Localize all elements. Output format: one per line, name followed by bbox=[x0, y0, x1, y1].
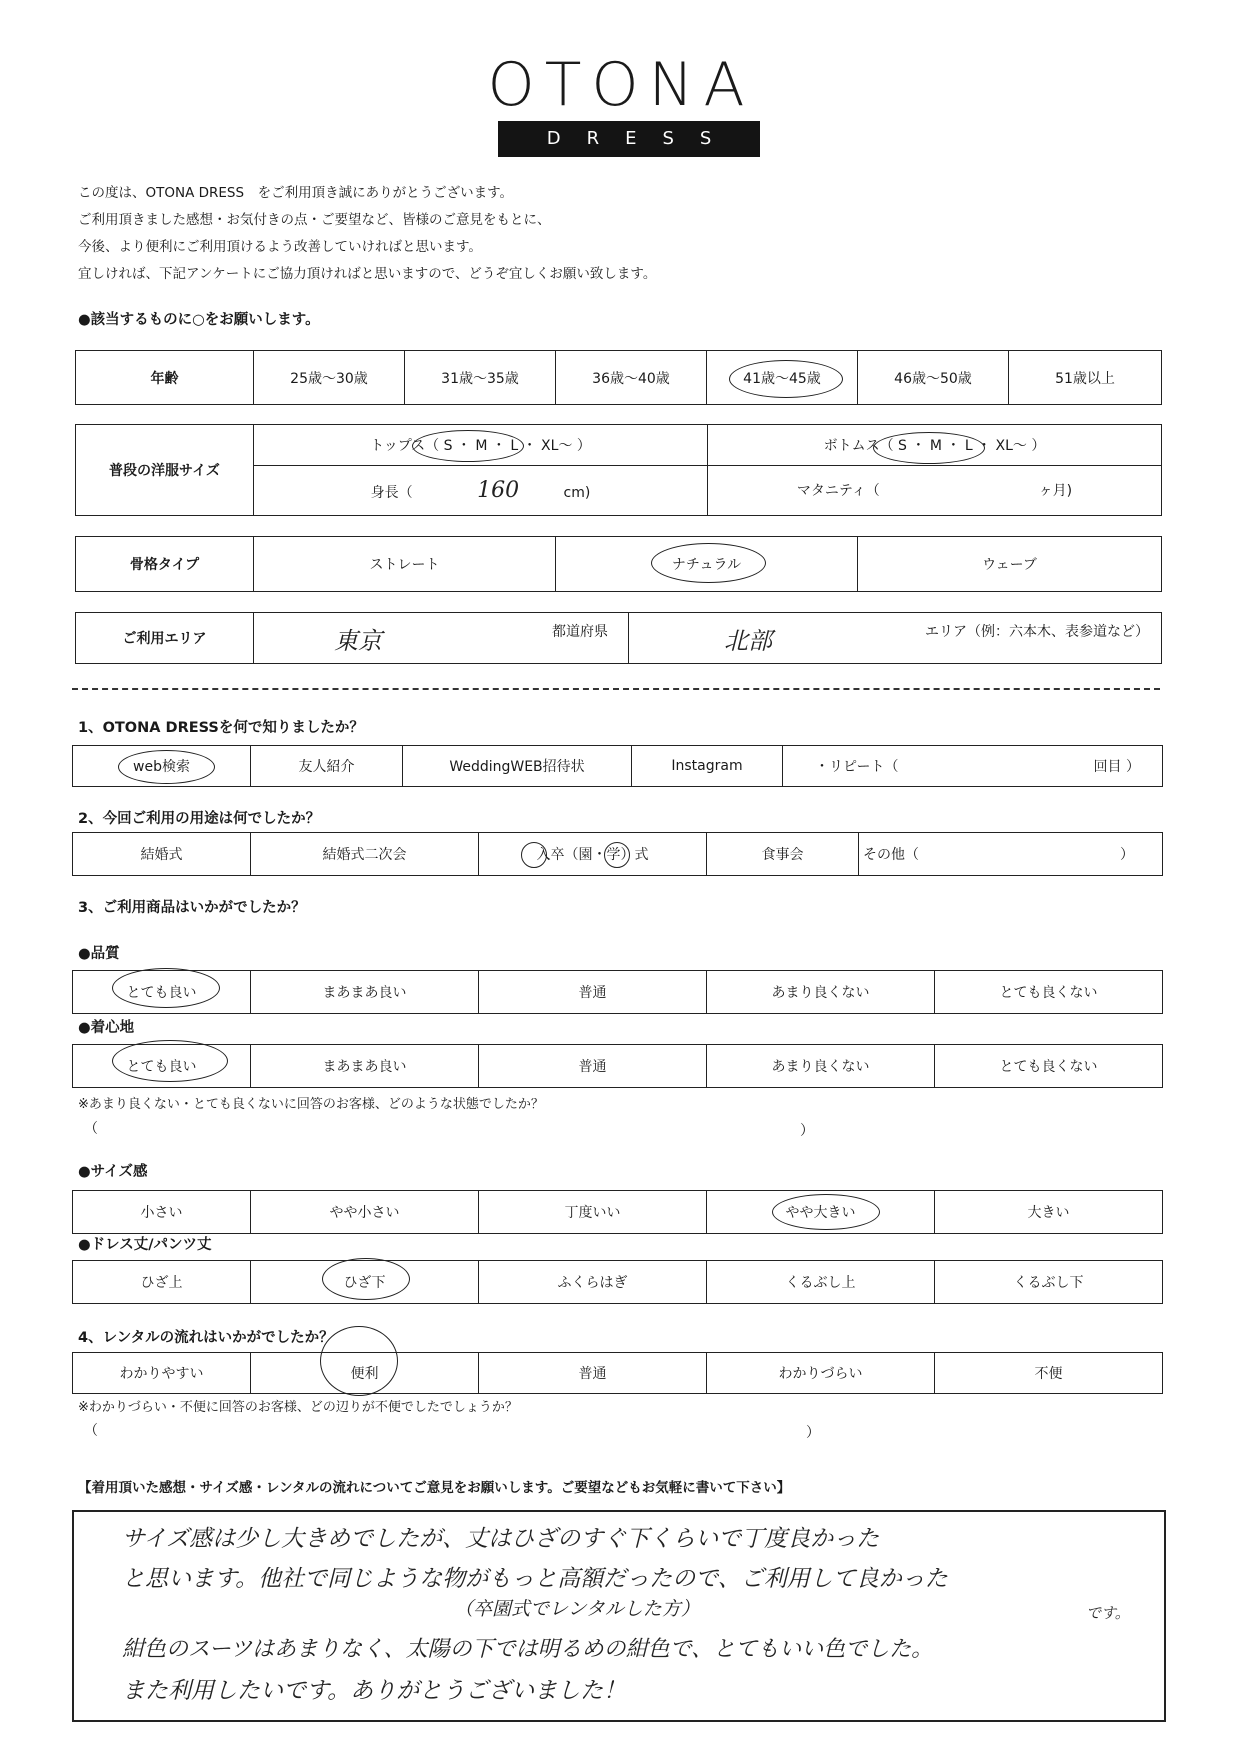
size-feel-option[interactable]: 丁度いい bbox=[479, 1191, 707, 1234]
maternity-cell[interactable] bbox=[708, 465, 1162, 515]
comfort-option-selected[interactable]: とても良い bbox=[73, 1045, 251, 1088]
area-label: エリア（例：六本木、表参道など） bbox=[925, 623, 1149, 640]
q1-option[interactable]: WeddingWEB招待状 bbox=[403, 746, 632, 787]
comment-line: です。 bbox=[1086, 1604, 1130, 1622]
area-table bbox=[75, 612, 1162, 664]
comment-title: 【着用頂いた感想・サイズ感・レンタルの流れについてご意見をお願いします。ご要望などもお気軽に書いて下さい】 bbox=[78, 1480, 791, 1496]
intro-text bbox=[78, 180, 656, 288]
size-feel-option[interactable]: 大きい bbox=[935, 1191, 1163, 1234]
q1-option[interactable]: 友人紹介 bbox=[251, 746, 403, 787]
age-option[interactable]: 31歳～35歳 bbox=[405, 351, 556, 405]
length-option[interactable]: くるぶし下 bbox=[935, 1261, 1163, 1304]
comfort-option[interactable]: あまり良くない bbox=[707, 1045, 935, 1088]
comment-line: （卒園式でレンタルした方） bbox=[454, 1598, 700, 1620]
size-feel-table bbox=[72, 1190, 1163, 1234]
prefecture-cell[interactable] bbox=[254, 613, 629, 664]
length-option[interactable]: くるぶし上 bbox=[707, 1261, 935, 1304]
size-table bbox=[75, 424, 1162, 516]
selection-circle bbox=[729, 360, 843, 398]
selection-circle bbox=[873, 432, 985, 464]
area-header: ご利用エリア bbox=[76, 613, 254, 664]
selection-circle bbox=[118, 750, 215, 784]
q2-title: 2、今回ご利用の用途は何でしたか？ bbox=[78, 811, 321, 827]
prefecture-value: 東京 bbox=[334, 626, 382, 655]
q4-title: 4、レンタルの流れはいかがでしたか？ bbox=[78, 1330, 334, 1346]
area-cell[interactable] bbox=[629, 613, 1162, 664]
quality-table bbox=[72, 970, 1163, 1014]
size-feel-option[interactable]: 小さい bbox=[73, 1191, 251, 1234]
height-unit: cm) bbox=[563, 484, 591, 501]
body-type-option[interactable]: ウェーブ bbox=[858, 537, 1162, 592]
q2-option[interactable]: 結婚式 bbox=[73, 833, 251, 876]
age-header: 年齢 bbox=[76, 351, 254, 405]
repeat-label: ・リピート（ bbox=[815, 759, 899, 775]
intro-line: 宜しければ、下記アンケートにご協力頂ければと思いますので、どうぞ宜しくお願い致します。 bbox=[78, 266, 657, 282]
selection-circle bbox=[604, 842, 630, 868]
comfort-option[interactable]: まあまあ良い bbox=[251, 1045, 479, 1088]
selection-circle bbox=[772, 1194, 880, 1230]
height-label: 身長（ bbox=[370, 484, 413, 501]
quality-option-selected[interactable]: とても良い bbox=[73, 971, 251, 1014]
age-option[interactable]: 51歳以上 bbox=[1009, 351, 1162, 405]
intro-line: この度は、OTONA DRESS をご利用頂き誠にありがとうございます。 bbox=[78, 185, 513, 201]
q4-note: ※わかりづらい・不便に回答のお客様、どの辺りが不便でしたでしょうか？ bbox=[78, 1400, 518, 1415]
other-label: その他（ bbox=[863, 847, 919, 863]
logo-dress: DRESS bbox=[498, 121, 760, 157]
paren-open: （ bbox=[84, 1423, 98, 1439]
dashed-divider bbox=[72, 688, 1160, 690]
age-option[interactable]: 36歳～40歳 bbox=[556, 351, 707, 405]
length-option-selected[interactable]: ひざ下 bbox=[251, 1261, 479, 1304]
body-type-header: 骨格タイプ bbox=[76, 537, 254, 592]
q4-option-selected[interactable]: 便利 bbox=[251, 1353, 479, 1394]
length-option[interactable]: ひざ上 bbox=[73, 1261, 251, 1304]
age-option-selected[interactable]: 41歳～45歳 bbox=[707, 351, 858, 405]
selection-circle bbox=[112, 968, 220, 1008]
section-profile-title: ●該当するものに○をお願いします。 bbox=[78, 312, 320, 328]
comment-box[interactable] bbox=[72, 1510, 1166, 1722]
q1-option[interactable]: Instagram bbox=[632, 746, 783, 787]
q4-option[interactable]: わかりやすい bbox=[73, 1353, 251, 1394]
age-table bbox=[75, 350, 1162, 405]
bottoms-size[interactable]: ボトムス（ S ・ M ・ L ・ XL～ ） bbox=[708, 425, 1162, 466]
age-option[interactable]: 46歳～50歳 bbox=[858, 351, 1009, 405]
length-option[interactable]: ふくらはぎ bbox=[479, 1261, 707, 1304]
q1-title: 1、OTONA DRESSを何で知りましたか？ bbox=[78, 720, 364, 736]
q2-option[interactable]: 食事会 bbox=[707, 833, 859, 876]
selection-circle bbox=[521, 842, 547, 868]
maternity-unit: ヶ月) bbox=[1038, 483, 1073, 500]
q2-option[interactable]: 結婚式二次会 bbox=[251, 833, 479, 876]
bad-answer-note: ※あまり良くない・とても良くないに回答のお客様、どのような状態でしたか？ bbox=[78, 1097, 544, 1112]
comment-line: サイズ感は少し大きめでしたが、丈はひざのすぐ下くらいで丁度良かった bbox=[122, 1526, 880, 1552]
age-option[interactable]: 25歳～30歳 bbox=[254, 351, 405, 405]
selection-circle bbox=[651, 543, 766, 583]
size-feel-label: ●サイズ感 bbox=[78, 1164, 148, 1180]
logo-otona: OTONA bbox=[487, 50, 755, 120]
body-type-table bbox=[75, 536, 1162, 592]
quality-option[interactable]: 普通 bbox=[479, 971, 707, 1014]
q3-title: 3、ご利用商品はいかがでしたか？ bbox=[78, 900, 306, 916]
q4-table bbox=[72, 1352, 1163, 1394]
repeat-count-label: 回目 ） bbox=[1093, 759, 1140, 775]
comment-line: また利用したいです。ありがとうございました！ bbox=[122, 1678, 627, 1704]
q1-option-repeat[interactable] bbox=[783, 746, 1163, 787]
comment-line: と思います。他社で同じような物がもっと高額だったので、ご利用して良かった bbox=[122, 1566, 948, 1592]
paren-open: （ bbox=[84, 1121, 98, 1137]
q2-option-selected[interactable]: 入卒（園・学）式 bbox=[479, 833, 707, 876]
height-value: 160 bbox=[477, 477, 520, 503]
height-cell[interactable] bbox=[254, 465, 708, 515]
size-feel-option[interactable]: やや小さい bbox=[251, 1191, 479, 1234]
comfort-option[interactable]: 普通 bbox=[479, 1045, 707, 1088]
other-close: ） bbox=[1120, 847, 1134, 863]
paren-close: ） bbox=[806, 1425, 820, 1441]
length-label: ●ドレス丈/パンツ丈 bbox=[78, 1237, 212, 1253]
comfort-table bbox=[72, 1044, 1163, 1088]
selection-circle bbox=[320, 1326, 398, 1396]
quality-label: ●品質 bbox=[78, 946, 120, 962]
selection-circle bbox=[322, 1258, 410, 1300]
comment-line: 紺色のスーツはあまりなく、太陽の下では明るめの紺色で、とてもいい色でした。 bbox=[122, 1637, 934, 1662]
quality-option[interactable]: とても良くない bbox=[935, 971, 1163, 1014]
intro-line: ご利用頂きました感想・お気付きの点・ご要望など、皆様のご意見をもとに、 bbox=[78, 212, 551, 228]
selection-circle bbox=[112, 1040, 228, 1082]
quality-option[interactable]: まあまあ良い bbox=[251, 971, 479, 1014]
q4-option[interactable]: わかりづらい bbox=[707, 1353, 935, 1394]
selection-circle bbox=[412, 430, 524, 462]
length-table bbox=[72, 1260, 1163, 1304]
quality-option[interactable]: あまり良くない bbox=[707, 971, 935, 1014]
body-type-option-selected[interactable]: ナチュラル bbox=[556, 537, 858, 592]
q1-option-selected[interactable]: web検索 bbox=[73, 746, 251, 787]
intro-line: 今後、より便利にご利用頂けるよう改善していければと思います。 bbox=[78, 239, 482, 255]
tops-size[interactable]: トップス（ S ・ M ・ L ・ XL～ ） bbox=[254, 425, 708, 466]
q4-option[interactable]: 不便 bbox=[935, 1353, 1163, 1394]
comfort-label: ●着心地 bbox=[78, 1020, 135, 1036]
maternity-label: マタニティ（ bbox=[796, 483, 880, 500]
comfort-option[interactable]: とても良くない bbox=[935, 1045, 1163, 1088]
size-header: 普段の洋服サイズ bbox=[76, 425, 254, 516]
q4-option[interactable]: 普通 bbox=[479, 1353, 707, 1394]
prefecture-label: 都道府県 bbox=[552, 623, 608, 640]
q2-option-other[interactable] bbox=[859, 833, 1163, 876]
size-feel-option-selected[interactable]: やや大きい bbox=[707, 1191, 935, 1234]
area-value: 北部 bbox=[724, 626, 772, 655]
body-type-option[interactable]: ストレート bbox=[254, 537, 556, 592]
q1-table bbox=[72, 745, 1163, 787]
paren-close: ） bbox=[800, 1123, 814, 1139]
